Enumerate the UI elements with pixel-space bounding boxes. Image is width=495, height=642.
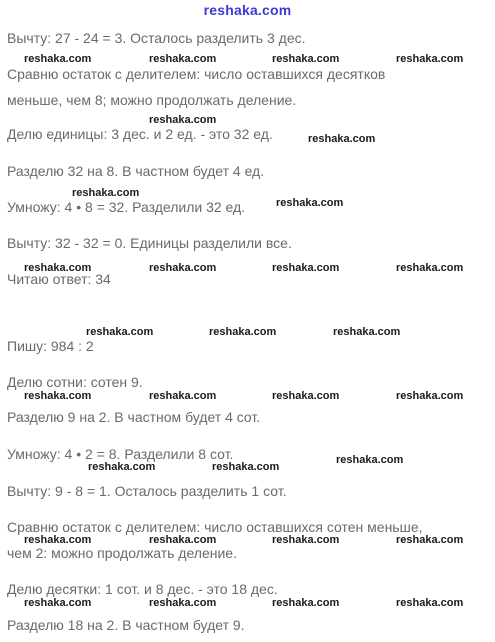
- watermark: reshaka.com: [308, 133, 376, 145]
- solution-line: Вычту: 32 - 32 = 0. Единицы разделили все.: [7, 235, 292, 251]
- watermark: reshaka.com: [72, 187, 140, 199]
- watermark: reshaka.com: [24, 390, 92, 402]
- solution-line: Вычту: 9 - 8 = 1. Осталось разделить 1 сот.: [7, 483, 287, 499]
- solution-line: чем 2: можно продолжать деление.: [7, 545, 237, 561]
- watermark: reshaka.com: [209, 326, 277, 338]
- watermark: reshaka.com: [24, 597, 92, 609]
- solution-line: меньше, чем 8; можно продолжать деление.: [7, 92, 297, 108]
- solution-line: Делю сотни: сотен 9.: [7, 374, 143, 390]
- watermark: reshaka.com: [276, 197, 344, 209]
- watermark: reshaka.com: [396, 53, 464, 65]
- watermark: reshaka.com: [396, 390, 464, 402]
- solution-line: Умножу: 4 • 8 = 32. Разделили 32 ед.: [7, 199, 246, 215]
- site-logo: reshaka.com: [203, 2, 292, 18]
- watermark: reshaka.com: [149, 534, 217, 546]
- watermark: reshaka.com: [272, 390, 340, 402]
- watermark: reshaka.com: [86, 326, 154, 338]
- solution-line: Делю единицы: 3 дес. и 2 ед. - это 32 ед.: [7, 126, 273, 142]
- solution-line: Умножу: 4 • 2 = 8. Разделили 8 сот.: [7, 446, 234, 462]
- watermark: reshaka.com: [272, 262, 340, 274]
- watermark: reshaka.com: [396, 597, 464, 609]
- watermark: reshaka.com: [88, 461, 156, 473]
- watermark: reshaka.com: [212, 461, 280, 473]
- watermark: reshaka.com: [272, 597, 340, 609]
- watermark: reshaka.com: [333, 326, 401, 338]
- watermark: reshaka.com: [336, 454, 404, 466]
- watermark: reshaka.com: [149, 262, 217, 274]
- watermark: reshaka.com: [149, 390, 217, 402]
- watermark: reshaka.com: [24, 53, 92, 65]
- watermark: reshaka.com: [149, 114, 217, 126]
- solution-line: Пишу: 984 : 2: [7, 338, 94, 354]
- solution-line: Делю десятки: 1 сот. и 8 дес. - это 18 дес.: [7, 581, 278, 597]
- solution-line: Вычту: 27 - 24 = 3. Осталось разделить 3 дес.: [7, 30, 306, 46]
- solution-line: Сравню остаток с делителем: число оставшихся десятков: [7, 66, 386, 82]
- solution-line: Сравню остаток с делителем: число оставшихся сотен меньше,: [7, 519, 423, 535]
- watermark: reshaka.com: [396, 262, 464, 274]
- solution-line: Разделю 18 на 2. В частном будет 9.: [7, 617, 245, 633]
- watermark: reshaka.com: [24, 534, 92, 546]
- watermark: reshaka.com: [396, 534, 464, 546]
- watermark: reshaka.com: [272, 534, 340, 546]
- solution-line: Разделю 9 на 2. В частном будет 4 сот.: [7, 409, 261, 425]
- watermark: reshaka.com: [272, 53, 340, 65]
- watermark: reshaka.com: [24, 262, 92, 274]
- watermark: reshaka.com: [149, 53, 217, 65]
- watermark: reshaka.com: [149, 597, 217, 609]
- solution-line: Читаю ответ: 34: [7, 271, 111, 287]
- solution-line: Разделю 32 на 8. В частном будет 4 ед.: [7, 163, 265, 179]
